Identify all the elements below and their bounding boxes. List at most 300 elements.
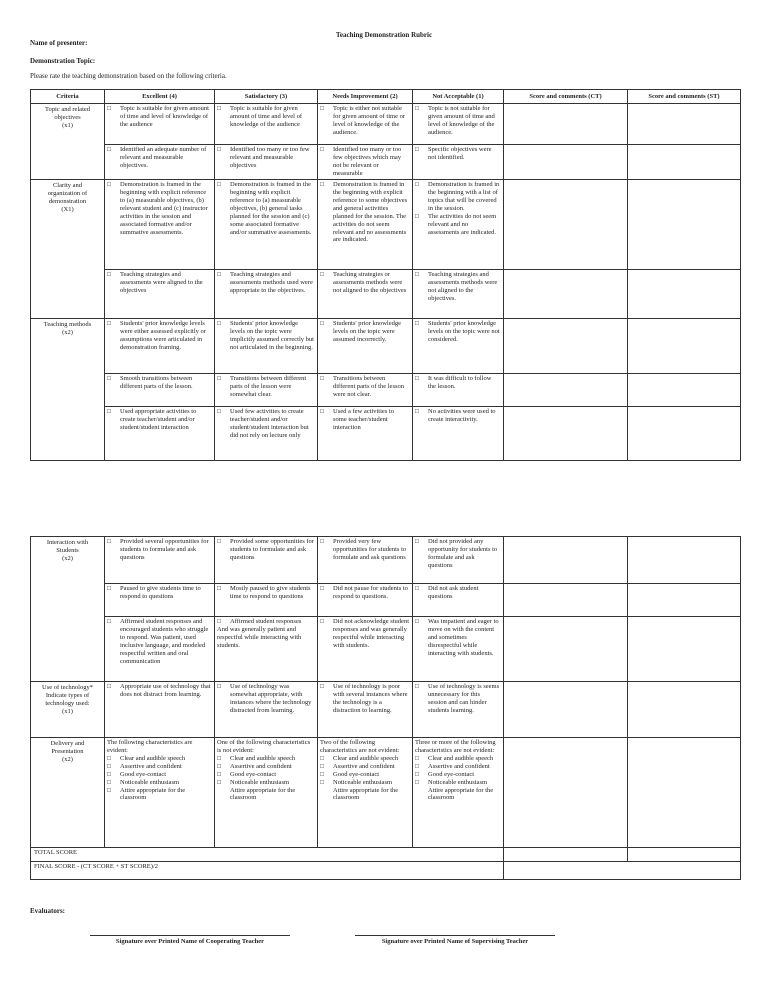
- checkbox-icon[interactable]: □: [217, 181, 221, 188]
- final-score-row: [31, 862, 741, 880]
- criterion-text: Assertive and confident: [120, 762, 182, 770]
- criterion-text: Identified too many or too few objectives which may not be relevant or measurable: [333, 146, 402, 177]
- checklist-item: [320, 105, 409, 137]
- checklist-item: [107, 787, 211, 803]
- table-row: [31, 374, 741, 407]
- criterion-text: Clear and audible speech: [428, 754, 494, 762]
- checklist-item: [107, 271, 211, 295]
- checklist-item: [415, 763, 500, 771]
- criterion-text: Transitions between different parts of the lesson were somewhat clear.: [230, 375, 307, 398]
- checkbox-icon[interactable]: □: [415, 770, 419, 778]
- criterion-text: Noticeable enthusiasm: [428, 778, 488, 786]
- criteria-line: Teaching methods: [43, 321, 92, 328]
- checkbox-icon[interactable]: □: [415, 778, 419, 786]
- criterion-text: Use of technology is seems unnecessary for this session and can hinder students learning.: [428, 683, 500, 714]
- score-comment-st-cell[interactable]: [628, 617, 741, 682]
- rating-cell: [215, 617, 318, 682]
- rating-cell: [318, 319, 413, 374]
- signature-supervising-teacher: Signature over Printed Name of Supervising Teacher: [355, 935, 555, 946]
- criterion-text: Attire appropriate for the classroom: [428, 786, 494, 802]
- criteria-cell: [31, 738, 105, 848]
- criterion-text: Assertive and confident: [230, 762, 292, 770]
- rating-cell: [215, 374, 318, 407]
- table-row: [31, 407, 741, 461]
- rating-cell: [318, 738, 413, 848]
- criteria-line: (x2): [62, 554, 73, 562]
- rating-cell: [105, 682, 215, 738]
- criterion-text: Students' prior knowledge levels on the topic were implicitly assumed correctly but not articulated in the beginning.: [230, 320, 314, 351]
- checklist-item: [107, 683, 211, 699]
- checkbox-icon[interactable]: □: [217, 762, 221, 770]
- rubric-table-page2: [30, 536, 741, 880]
- criteria-line: Students: [56, 546, 79, 554]
- criterion-text: Used appropriate activities to create teacher/student and/or student/student interaction: [120, 408, 197, 431]
- criterion-text: It was difficult to follow the lesson.: [428, 375, 492, 390]
- checkbox-icon[interactable]: □: [415, 585, 419, 592]
- criterion-text: Attire appropriate for the classroom: [230, 786, 296, 802]
- checkbox-icon[interactable]: □: [217, 538, 221, 545]
- checkbox-icon[interactable]: □: [320, 778, 324, 786]
- table-row: [31, 319, 741, 374]
- checklist-item: [217, 105, 314, 129]
- checklist-item: [415, 375, 500, 391]
- checkbox-icon[interactable]: □: [320, 375, 324, 382]
- checkbox-icon[interactable]: □: [415, 683, 419, 690]
- checklist-item: [415, 408, 500, 424]
- checkbox-icon[interactable]: □: [415, 762, 419, 770]
- checkbox-icon[interactable]: □: [415, 146, 419, 153]
- checkbox-icon[interactable]: □: [415, 375, 419, 382]
- criterion-text: Students' prior knowledge levels on the topic were assumed incorrectly.: [333, 320, 401, 343]
- checkbox-icon[interactable]: □: [320, 754, 324, 762]
- criterion-text: Demonstration is framed in the beginning with explicit reference to some objectives and general activities planned for the session. The activities do not seem relevant and no assessments are indicated.: [333, 181, 408, 244]
- rating-cell: [215, 319, 318, 374]
- criterion-text: Appropriate use of technology that does not distract from learning.: [120, 683, 211, 698]
- checkbox-icon[interactable]: □: [217, 105, 221, 112]
- checklist-item: [415, 618, 500, 658]
- checkbox-icon[interactable]: □: [217, 271, 221, 278]
- criteria-line: Use of technology*: [42, 684, 93, 691]
- criterion-text: Noticeable enthusiasm: [120, 778, 180, 786]
- checklist-item: [107, 618, 211, 666]
- signature-cooperating-teacher: Signature over Printed Name of Cooperating Teacher: [90, 935, 290, 946]
- checklist-item: [320, 320, 409, 344]
- criterion-text: Clear and audible speech: [230, 754, 296, 762]
- criterion-intro-text: The following characteristics are evident:: [107, 739, 193, 754]
- checkbox-icon[interactable]: □: [107, 375, 111, 382]
- criterion-text: Assertive and confident: [333, 762, 395, 770]
- checklist-item: [217, 779, 314, 787]
- rating-cell: [413, 180, 504, 270]
- score-comment-ct-cell[interactable]: [504, 145, 628, 180]
- checkbox-icon[interactable]: □: [217, 778, 221, 786]
- checklist-item: [320, 538, 409, 562]
- total-score-st-cell[interactable]: [628, 848, 741, 862]
- checklist-item: [415, 771, 500, 779]
- checklist-item: [320, 271, 409, 295]
- checkbox-icon[interactable]: □: [107, 762, 111, 770]
- checklist-item: [107, 763, 211, 771]
- rating-cell: [413, 270, 504, 319]
- criterion-text: No activities were used to create interactivity.: [428, 408, 496, 423]
- criterion-text: Specific objectives were not identified.: [428, 146, 492, 161]
- checkbox-icon[interactable]: □: [415, 754, 419, 762]
- checkbox-icon[interactable]: □: [107, 618, 111, 625]
- total-score-row: [31, 848, 741, 862]
- checkbox-icon[interactable]: □: [107, 146, 111, 153]
- rating-cell: [215, 145, 318, 180]
- checkbox-icon[interactable]: □: [415, 538, 419, 545]
- rating-cell: [105, 584, 215, 617]
- checkbox-icon[interactable]: □: [107, 271, 111, 278]
- checklist-item: [415, 146, 500, 162]
- criterion-text: Topic is suitable for given amount of time and level of knowledge of the audience: [120, 105, 209, 128]
- criterion-text: Assertive and confident: [428, 762, 490, 770]
- checklist-item: [107, 771, 211, 779]
- criterion-text: Good eye-contact: [230, 770, 277, 778]
- instructions-text: Please rate the teaching demonstration based on the following criteria.: [30, 72, 227, 80]
- checkbox-icon[interactable]: □: [415, 105, 419, 112]
- checkbox-icon[interactable]: □: [107, 770, 111, 778]
- checkbox-icon[interactable]: □: [107, 105, 111, 112]
- score-comment-ct-cell[interactable]: [504, 180, 628, 270]
- criteria-line: demonstration: [48, 197, 87, 205]
- column-header: Score and comments (ST): [628, 90, 741, 104]
- checklist-item: [415, 755, 500, 763]
- criterion-text: Demonstration is framed in the beginning with explicit reference to (a) measurable objectives, (b) general tasks planned for the session and (c) some associated formative and/or summative assessments.: [230, 181, 312, 236]
- rubric-table-page1: [30, 89, 741, 461]
- checkbox-icon[interactable]: □: [415, 212, 419, 220]
- checklist-item: [320, 181, 409, 244]
- score-comment-st-cell[interactable]: [628, 584, 741, 617]
- checklist-item: [217, 771, 314, 779]
- score-comment-ct-cell[interactable]: [504, 374, 628, 407]
- criterion-text: Students' prior knowledge levels on the topic were not considered.: [428, 320, 500, 343]
- checklist-item: [415, 779, 500, 787]
- criteria-line: (X1): [61, 205, 74, 213]
- checkbox-icon[interactable]: □: [217, 683, 221, 690]
- checklist-item: [217, 585, 314, 601]
- column-header: Satisfactory (3): [215, 90, 318, 104]
- rating-cell: [105, 537, 215, 584]
- criteria-line: objectives: [54, 113, 81, 121]
- checkbox-icon[interactable]: □: [415, 181, 419, 188]
- rating-cell: [413, 319, 504, 374]
- checkbox-icon[interactable]: □: [107, 320, 111, 327]
- rating-cell: [413, 374, 504, 407]
- final-score-cell[interactable]: [504, 862, 741, 880]
- final-score-label: FINAL SCORE - (CT SCORE + ST SCORE)/2: [31, 862, 504, 880]
- score-comment-st-cell[interactable]: [628, 180, 741, 270]
- criteria-cell: [31, 180, 105, 319]
- checklist-item: [415, 683, 500, 715]
- score-comment-ct-cell[interactable]: [504, 738, 628, 848]
- criteria-line: technology used:: [45, 699, 90, 707]
- checklist-item: [217, 683, 314, 715]
- checkbox-icon[interactable]: □: [107, 754, 111, 762]
- criterion-text: Used few activities to create teacher/student and/or student/student interaction but did not rely on lecture only: [230, 408, 309, 439]
- rating-cell: [105, 738, 215, 848]
- checkbox-icon[interactable]: □: [320, 271, 324, 278]
- table-row: [31, 537, 741, 584]
- criteria-line: Delivery and: [50, 740, 85, 747]
- table-row: [31, 682, 741, 738]
- criterion-text: Clear and audible speech: [120, 754, 186, 762]
- column-header: Criteria: [31, 90, 105, 104]
- rating-cell: [105, 180, 215, 270]
- checklist-item: [320, 146, 409, 178]
- checklist-item: [217, 271, 314, 295]
- checkbox-icon[interactable]: □: [217, 770, 221, 778]
- checklist-item: [320, 408, 409, 432]
- checklist-item: [415, 585, 500, 601]
- total-score-label: TOTAL SCORE: [31, 848, 504, 862]
- rating-cell: [318, 145, 413, 180]
- checklist-item: [415, 105, 500, 137]
- rating-cell: [105, 145, 215, 180]
- criterion-text: Good eye-contact: [333, 770, 380, 778]
- rating-cell: [318, 682, 413, 738]
- rating-cell: [318, 374, 413, 407]
- score-comment-ct-cell[interactable]: [504, 104, 628, 145]
- criterion-text: Used a few activities to some teacher/student interaction: [333, 408, 395, 431]
- rating-cell: [105, 104, 215, 145]
- criteria-cell: [31, 319, 105, 461]
- checklist-item: [320, 771, 409, 779]
- criterion-text: Did not pause for students to respond to questions.: [333, 585, 408, 600]
- checklist-item: [415, 181, 500, 213]
- rating-cell: [105, 319, 215, 374]
- rating-cell: [318, 537, 413, 584]
- criteria-line: Topic and related: [44, 106, 91, 113]
- criteria-cell: [31, 104, 105, 180]
- checklist-item: [107, 755, 211, 763]
- score-comment-ct-cell[interactable]: [504, 407, 628, 461]
- criterion-text: Topic is suitable for given amount of time and level of knowledge of the audience: [230, 105, 303, 128]
- rating-cell: [215, 584, 318, 617]
- checklist-item: [107, 585, 211, 601]
- checkbox-icon[interactable]: □: [217, 408, 221, 415]
- criteria-line: Clarity and: [52, 182, 83, 189]
- rating-cell: [413, 537, 504, 584]
- rating-cell: [413, 145, 504, 180]
- checkbox-icon[interactable]: □: [320, 683, 324, 690]
- rating-cell: [105, 374, 215, 407]
- criteria-line: (x2): [62, 328, 73, 336]
- rating-cell: [413, 617, 504, 682]
- checkbox-icon[interactable]: □: [320, 762, 324, 770]
- criterion-text: Transitions between different parts of the lesson were not clear.: [333, 375, 404, 398]
- rating-cell: [318, 104, 413, 145]
- score-comment-st-cell[interactable]: [628, 270, 741, 319]
- criterion-text: Provided some opportunities for students to formulate and ask questions: [230, 538, 314, 561]
- score-comment-ct-cell[interactable]: [504, 617, 628, 682]
- score-comment-ct-cell[interactable]: [504, 682, 628, 738]
- rating-cell: [318, 407, 413, 461]
- rating-cell: [215, 537, 318, 584]
- checklist-item: [217, 618, 314, 626]
- evaluators-label: Evaluators:: [30, 907, 65, 915]
- rating-cell: [105, 407, 215, 461]
- table-row: [31, 145, 741, 180]
- criterion-text: Topic is not suitable for given amount of time and level of knowledge of the audience.: [428, 105, 495, 136]
- checkbox-icon[interactable]: □: [320, 618, 324, 625]
- criterion-text: And was generally patient and respectful while interacting with students.: [217, 625, 302, 649]
- criteria-line: (x1): [62, 707, 73, 715]
- score-comment-st-cell[interactable]: [628, 319, 741, 374]
- checklist-item: [107, 408, 211, 432]
- criteria-line: (x2): [62, 755, 73, 763]
- checkbox-icon[interactable]: □: [107, 778, 111, 786]
- checkbox-icon[interactable]: □: [217, 320, 221, 327]
- checkbox-icon[interactable]: □: [107, 585, 111, 592]
- table-row: [31, 270, 741, 319]
- checkbox-icon[interactable]: □: [415, 408, 419, 415]
- table-row: [31, 180, 741, 270]
- criterion-intro-text: Two of the following characteristics are not evident:: [320, 739, 400, 754]
- criterion-text: Affirmed student responses and encouraged students who struggle to respond. Was patient, used inclusive language, and modeled respectful written and oral communication: [120, 618, 209, 665]
- checklist-item: [320, 375, 409, 399]
- checkbox-icon[interactable]: □: [107, 786, 111, 794]
- checklist-item: [320, 683, 409, 715]
- checkbox-icon[interactable]: □: [217, 375, 221, 382]
- checklist-item: [107, 105, 211, 129]
- checkbox-icon[interactable]: □: [415, 271, 419, 278]
- rating-cell: [413, 584, 504, 617]
- criterion-text: Attire appropriate for the classroom: [333, 786, 399, 802]
- criterion-intro-text: Three or more of the following characteristics are not evident:: [415, 739, 496, 754]
- criterion-text: Provided very few opportunities for students to formulate and ask questions: [333, 538, 407, 561]
- criterion-text: Noticeable enthusiasm: [230, 778, 290, 786]
- checklist-item: [107, 181, 211, 236]
- criteria-cell: [31, 682, 105, 738]
- checkbox-icon[interactable]: □: [320, 320, 324, 327]
- checklist-item: [217, 538, 314, 562]
- criterion-text: Demonstration is framed in the beginning with a list of topics that will be covered in the session.: [428, 181, 500, 212]
- checklist-item: [107, 538, 211, 562]
- criterion-text: Demonstration is framed in the beginning with explicit reference to (a) measurable objectives, (b) relevant student and (c) instructor activities in the session and associated formative and/or summative assessments.: [120, 181, 208, 236]
- score-comment-st-cell[interactable]: [628, 682, 741, 738]
- criterion-text: Mostly paused to give students time to respond to questions: [230, 585, 311, 600]
- presenter-name-label: Name of presenter:: [30, 39, 88, 47]
- checklist-item: [217, 755, 314, 763]
- score-comment-st-cell[interactable]: [628, 537, 741, 584]
- checklist-item: [320, 618, 409, 650]
- checkbox-icon[interactable]: □: [320, 105, 324, 112]
- checkbox-icon[interactable]: □: [107, 408, 111, 415]
- checklist-item: [107, 146, 211, 170]
- criteria-line: Interaction with: [46, 539, 89, 546]
- criterion-text: Topic is either not suitable for given amount of time or level of knowledge of the audience.: [333, 105, 406, 136]
- total-score-ct-cell[interactable]: [504, 848, 628, 862]
- column-header: Score and comments (CT): [504, 90, 628, 104]
- checklist-item: [320, 585, 409, 601]
- checklist-item: [415, 538, 500, 570]
- criterion-text: Did not ask student questions: [428, 585, 479, 600]
- criterion-text: Teaching strategies or assessments methods were not aligned to the objectives: [333, 271, 407, 294]
- rating-cell: [215, 407, 318, 461]
- criterion-text: Affirmed student responses: [230, 618, 302, 625]
- checkbox-icon[interactable]: □: [217, 754, 221, 762]
- score-comment-st-cell[interactable]: [628, 407, 741, 461]
- checkbox-icon[interactable]: □: [320, 408, 324, 415]
- rating-cell: [215, 738, 318, 848]
- checklist-item: [217, 181, 314, 236]
- criterion-text: Did not acknowledge student responses and was generally respectful while interacting with students.: [333, 618, 409, 649]
- checkbox-icon[interactable]: □: [415, 618, 419, 625]
- checkbox-icon[interactable]: □: [320, 585, 324, 592]
- column-header-row: [31, 90, 741, 104]
- criterion-intro-text: One of the following characteristics is not evident:: [217, 739, 311, 754]
- criterion-text: Use of technology was somewhat appropriate, with instances where the technology distracted from learning.: [230, 683, 312, 714]
- checklist-item: [320, 763, 409, 771]
- checkbox-icon[interactable]: □: [217, 585, 221, 592]
- checkbox-icon[interactable]: □: [320, 181, 324, 188]
- checkbox-icon[interactable]: □: [320, 770, 324, 778]
- checklist-item: [415, 213, 500, 237]
- criterion-text: Use of technology is poor with several instances where the technology is a distraction to learning.: [333, 683, 408, 714]
- criterion-text: Identified too many or too few relevant and measurable objectives: [230, 146, 310, 169]
- checklist-item: [415, 271, 500, 303]
- checklist-item: [217, 146, 314, 170]
- criterion-text: Smooth transitions between different parts of the lesson.: [120, 375, 193, 390]
- criterion-text: Noticeable enthusiasm: [333, 778, 393, 786]
- column-header: Not Acceptable (1): [413, 90, 504, 104]
- rating-cell: [105, 617, 215, 682]
- score-comment-st-cell[interactable]: [628, 374, 741, 407]
- criterion-text: Good eye-contact: [120, 770, 167, 778]
- score-comment-ct-cell[interactable]: [504, 319, 628, 374]
- checkbox-icon[interactable]: □: [107, 683, 111, 690]
- checkbox-icon[interactable]: □: [107, 181, 111, 188]
- checkbox-icon[interactable]: □: [415, 320, 419, 327]
- score-comment-ct-cell[interactable]: [504, 270, 628, 319]
- demonstration-topic-label: Demonstration Topic:: [30, 57, 96, 65]
- checkbox-icon[interactable]: □: [107, 538, 111, 545]
- score-comment-st-cell[interactable]: [628, 104, 741, 145]
- score-comment-ct-cell[interactable]: [504, 584, 628, 617]
- rating-cell: [105, 270, 215, 319]
- rating-cell: [215, 104, 318, 145]
- criterion-text: Clear and audible speech: [333, 754, 399, 762]
- checklist-item: [107, 320, 211, 352]
- checklist-item: [107, 375, 211, 391]
- checkbox-icon[interactable]: □: [320, 146, 324, 153]
- rating-cell: [318, 617, 413, 682]
- checkbox-icon[interactable]: □: [217, 146, 221, 153]
- criterion-text: Paused to give students time to respond to questions: [120, 585, 201, 600]
- score-comment-ct-cell[interactable]: [504, 537, 628, 584]
- criterion-text: Good eye-contact: [428, 770, 475, 778]
- checklist-item: [107, 779, 211, 787]
- criterion-text: Teaching strategies and assessments methods were not aligned to the objectives.: [428, 271, 498, 302]
- column-header: Excellent (4): [105, 90, 215, 104]
- criterion-text: Was impatient and eager to move on with the content and sometimes disrespectful while interacting with students.: [428, 618, 499, 657]
- criterion-text: The activities do not seem relevant and no assessments are indicated.: [428, 212, 497, 236]
- checkbox-icon[interactable]: □: [217, 618, 221, 625]
- score-comment-st-cell[interactable]: [628, 145, 741, 180]
- criteria-line: Indicate types of: [45, 691, 90, 699]
- criterion-text: Attire appropriate for the classroom: [120, 786, 186, 802]
- checkbox-icon[interactable]: □: [320, 538, 324, 545]
- checklist-item: [320, 755, 409, 763]
- rating-cell: [215, 270, 318, 319]
- score-comment-st-cell[interactable]: [628, 738, 741, 848]
- criteria-cell: [31, 537, 105, 682]
- rating-cell: [318, 270, 413, 319]
- checklist-item: [217, 320, 314, 352]
- criterion-text: Did not provided any opportunity for students to formulate and ask questions: [428, 538, 498, 569]
